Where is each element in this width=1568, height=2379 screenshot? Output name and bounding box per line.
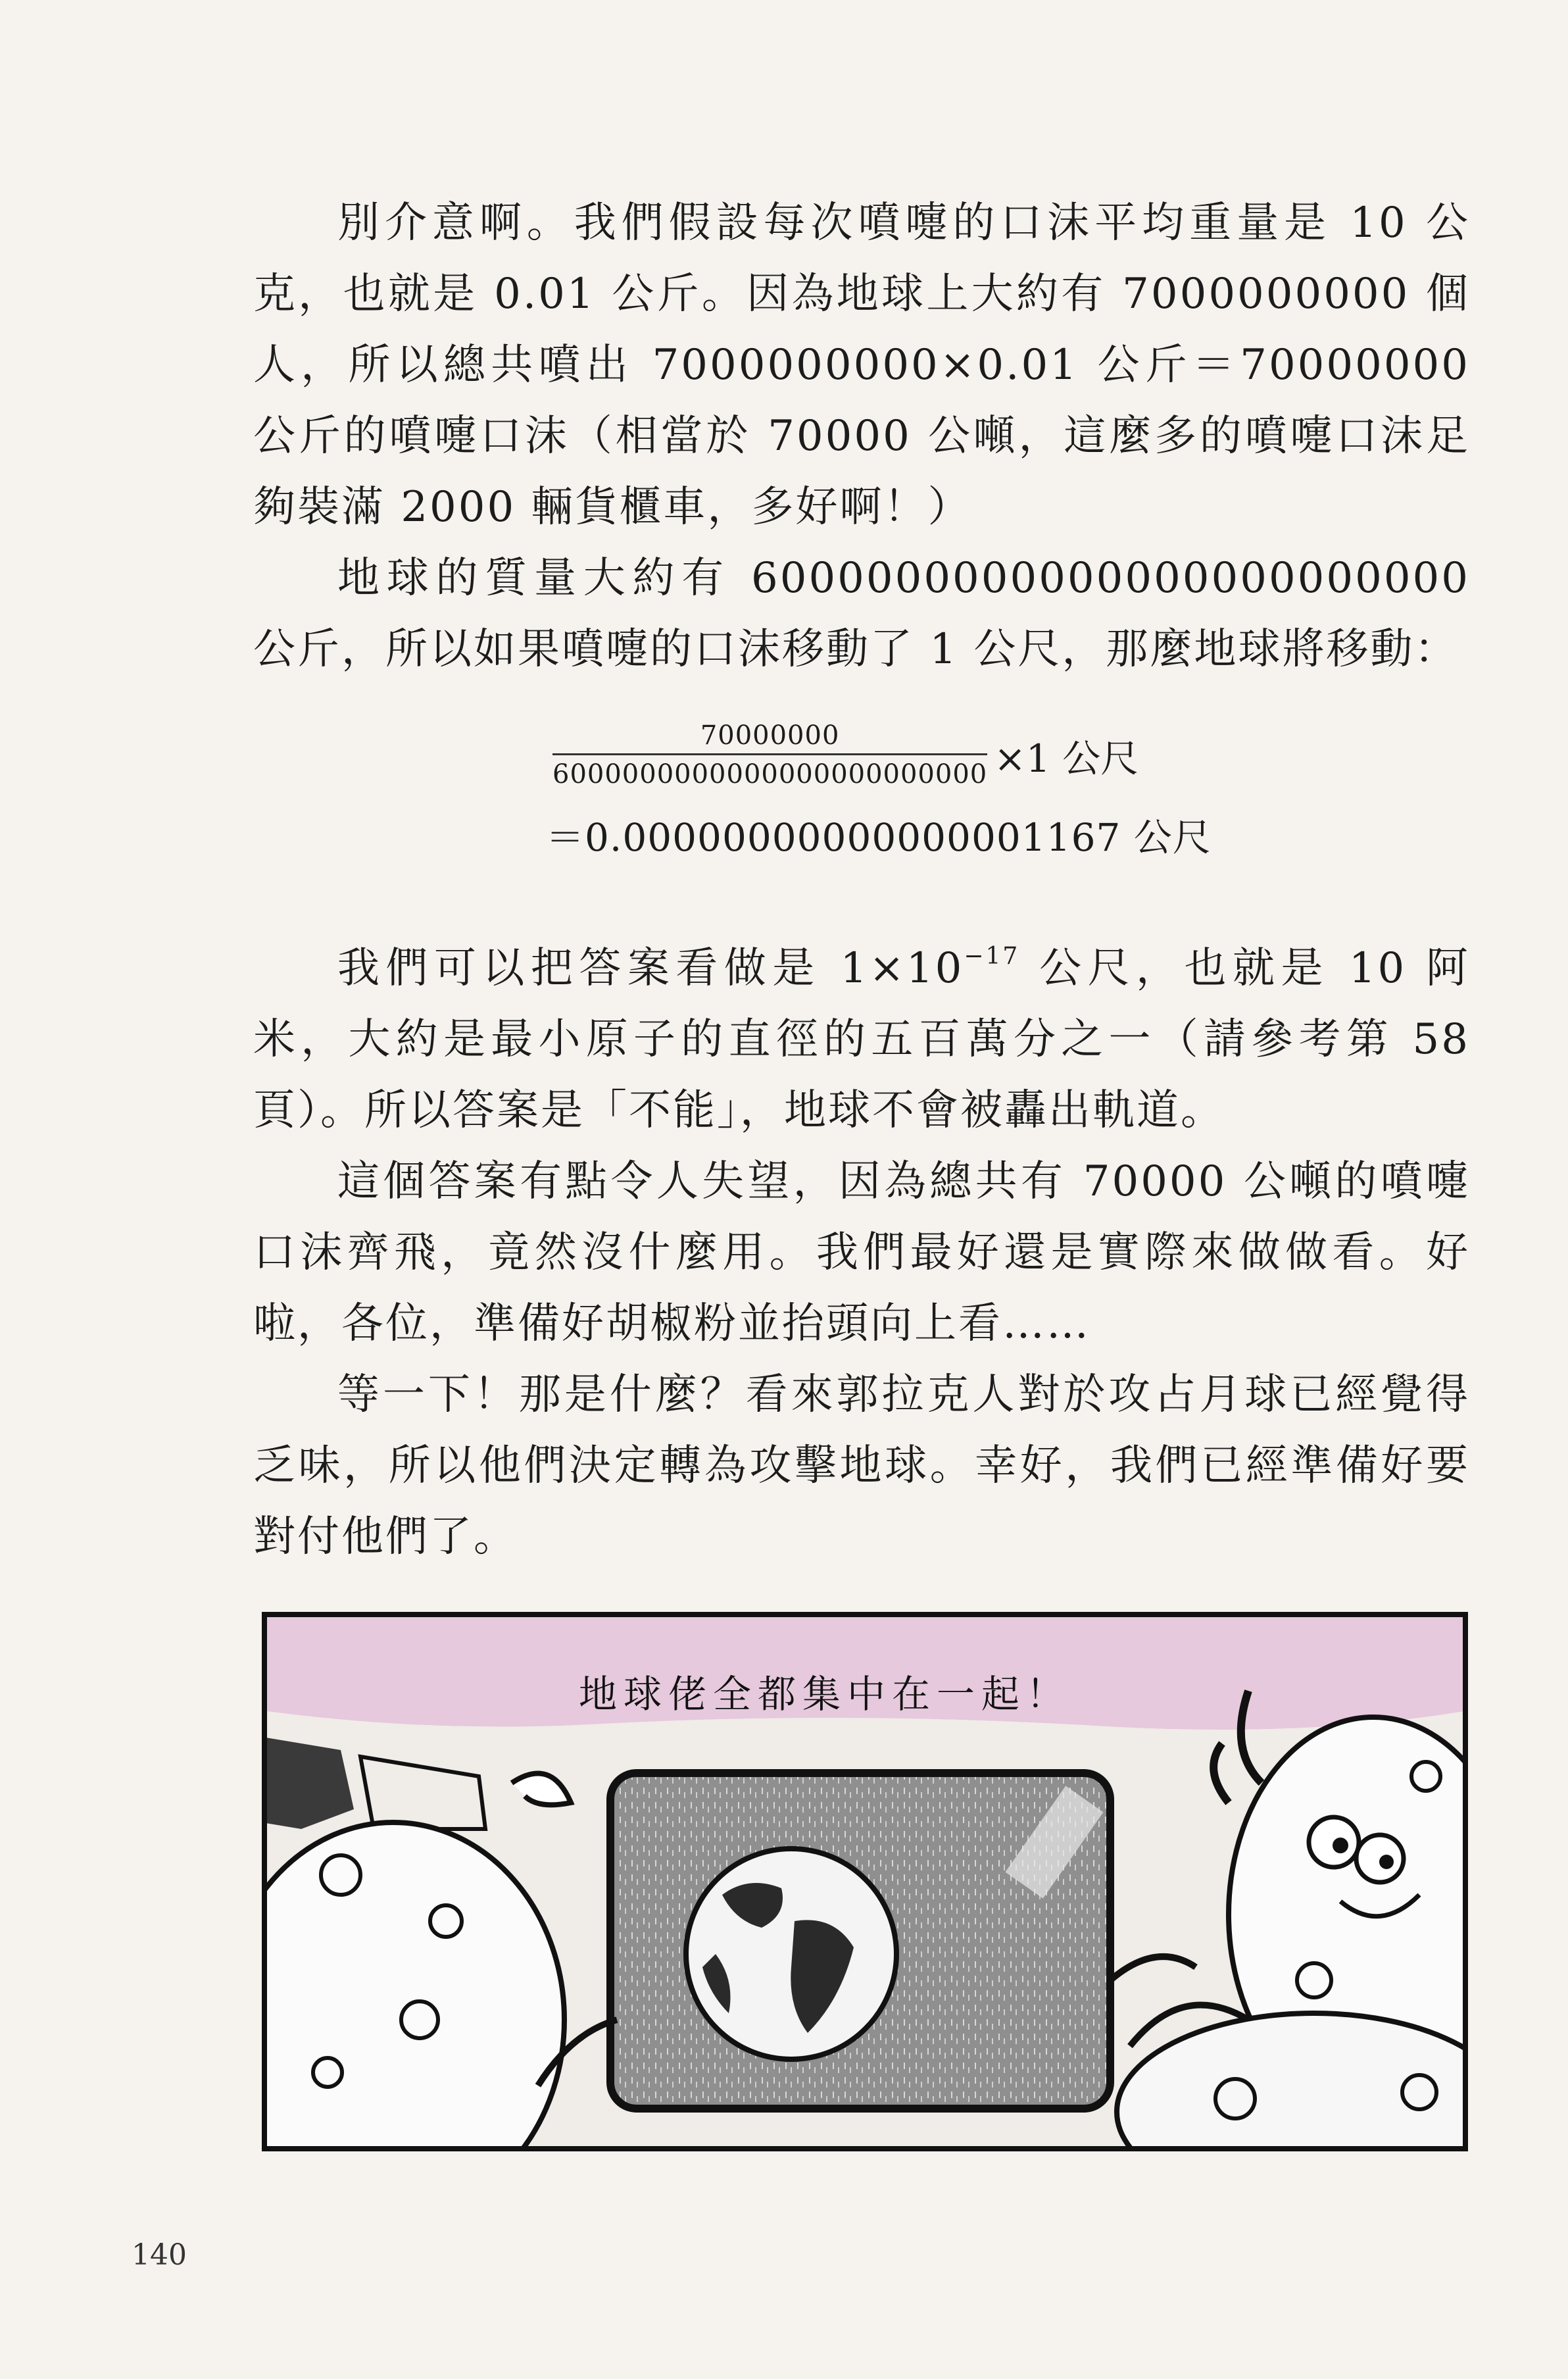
answer-text-after: 公尺，也就是 10 阿米，大約是最小原子的直徑的五百萬分之一（請參考第 58 頁）。所以答案是「不能」，地球不會被轟出軌道。 — [253, 944, 1471, 1135]
formula-result: ＝0.00000000000000001167 公尺 — [546, 815, 1212, 860]
text-block-bottom — [253, 933, 1470, 1572]
text-block-top — [253, 188, 1470, 685]
paragraph-wait: 等一下！那是什麼？看來郭拉克人對於攻占月球已經覺得乏味，所以他們決定轉為攻擊地球。幸好，我們已經準備好要對付他們了。 — [253, 1370, 1470, 1561]
globe-earth — [686, 1849, 896, 2059]
paragraph-answer — [253, 933, 1470, 1146]
fraction-denominator: 6000000000000000000000000 — [552, 759, 988, 789]
paragraph-disappointing: 這個答案有點令人失望，因為總共有 70000 公噸的噴嚏口沫齊飛，竟然沒什麼用。我們最好還是實際來做做看。好啦，各位，準備好胡椒粉並抬頭向上看…… — [253, 1157, 1470, 1348]
paragraph-earth-mass: 地球的質量大約有 6000000000000000000000000 公斤，所以如果噴嚏的口沫移動了 1 公尺，那麼地球將移動： — [253, 554, 1470, 674]
formula-multiplier: ×1 公尺 — [994, 736, 1139, 781]
fraction — [552, 720, 987, 789]
answer-exponent: −17 — [964, 943, 1020, 970]
answer-text-before: 我們可以把答案看做是 1×10 — [337, 944, 964, 993]
comic-caption: 地球佬全都集中在一起！ — [579, 1672, 1071, 1716]
paragraph-sneeze-mass: 別介意啊。我們假設每次噴嚏的口沫平均重量是 10 公克，也就是 0.01 公斤。因為地球上大約有 7000000000 個人，所以總共噴出 7000000000×0.01 公斤＝70000000 公斤的噴嚏口沫（相當於 70000 公噸，這麼多的噴嚏口沫足夠裝滿 2000 輛貨櫃車，多好啊！） — [253, 199, 1470, 532]
formula — [546, 720, 1276, 862]
fraction-numerator: 70000000 — [552, 720, 987, 755]
page-number: 140 — [132, 2238, 187, 2272]
